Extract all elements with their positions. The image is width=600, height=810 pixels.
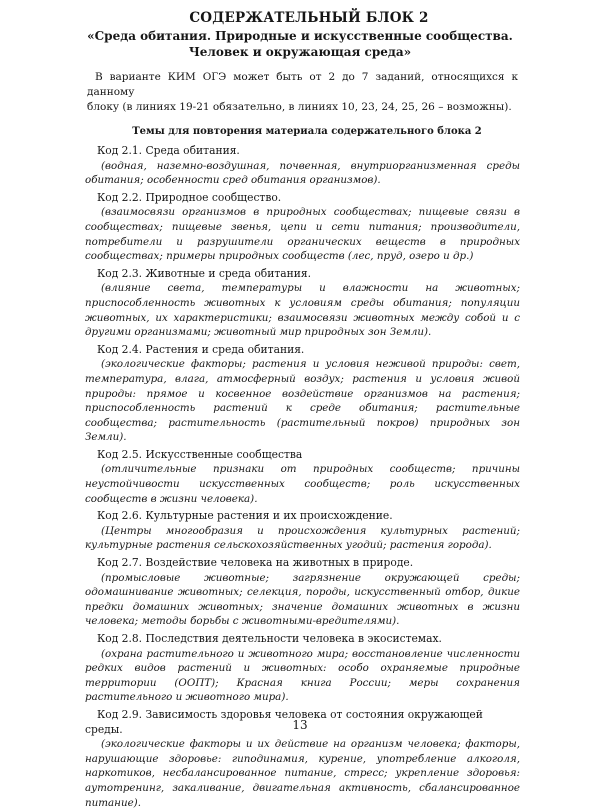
topic-item: [85, 144, 520, 188]
topic-description: (влияние света, температуры и влажности на животных; приспособленность животных к условиям среды обитания; популяции животных, их характеристики; взаимосвязи животных между собой и с другими организмами; животный мир природных зон Земли).: [85, 282, 520, 339]
topic-description: (взаимосвязи организмов в природных сообществах; пищевые связи в сообществах; пищевые звенья, цепи и сети питания; производители, потребители и разрушители органических веществ в природных сообществах; примеры природных сообществ (лес, пруд, озеро и др.): [85, 206, 520, 263]
topic-description: (экологические факторы и их действие на организм человека; факторы, нарушающие здоровье: гиподинамия, курение, употребление алкоголя, наркотиков, несбалансированное питание, стресс; укрепление здоровья: аутотренинг, закаливание, двигательная активность, сбалансированное питание).: [85, 738, 520, 809]
intro-line-1: В варианте КИМ ОГЭ может быть от 2 до 7 заданий, относящихся к данному: [87, 71, 518, 98]
topic-item: [85, 632, 520, 705]
topic-code: Код 2.3. Животные и среда обитания.: [97, 266, 312, 280]
page-number: 13: [292, 718, 308, 732]
intro-line-2: блоку (в линиях 19-21 обязательно, в линиях 10, 23, 24, 25, 26 – возможны).: [87, 101, 512, 113]
topic-code: Код 2.2. Природное сообщество.: [97, 190, 282, 204]
topic-code: Код 2.1. Среда обитания.: [97, 144, 240, 157]
topics-list: [85, 144, 520, 810]
intro-paragraph: [87, 70, 518, 115]
block-title: СОДЕРЖАТЕЛЬНЫЙ БЛОК 2: [189, 10, 429, 26]
topic-code: Код 2.5. Искусственные сообщества: [97, 447, 303, 461]
topic-code: Код 2.6. Культурные растения и их происхождение.: [97, 509, 393, 523]
topic-code: Код 2.7. Воздействие человека на животных в природе.: [97, 556, 414, 570]
topic-code: Код 2.9. Зависимость здоровья человека от состояния окружающей среды.: [85, 707, 483, 736]
topic-item: [85, 267, 520, 340]
topic-description: (Центры многообразия и происхождения культурных растений; культурные растения сельскохозяйственных угодий; растения города).: [85, 524, 520, 552]
topic-code: Код 2.8. Последствия деятельности человека в экосистемах.: [97, 632, 442, 645]
topic-description: (водная, наземно-воздушная, почвенная, внутриорганизменная среды обитания; особенности сред обитания организмов).: [85, 159, 520, 187]
block-subtitle-line-2: Человек и окружающая среда»: [188, 45, 412, 59]
topic-description: (промысловые животные; загрязнение окружающей среды; одомашнивание животных; селекция, породы, искусственный отбор, дикие предки домашних животных; значение домашних животных в жизни человека; методы борьбы с животными-вредителями).: [85, 571, 520, 628]
block-subtitle-line-1: «Среда обитания. Природные и искусственные сообщества.: [87, 29, 513, 43]
topic-description: (охрана растительного и животного мира; восстановление численности редких видов растений и животных: особо охраняемые природные территории (ООПТ); Красная книга России; меры сохранения растительного и животного мира).: [85, 647, 520, 704]
topic-item: [85, 448, 520, 506]
topic-description: (отличительные признаки от природных сообществ; причины неустойчивости искусственных сообществ; роль искусственных сообществ в жизни человека).: [85, 463, 520, 505]
topic-code: Код 2.4. Растения и среда обитания.: [97, 342, 305, 356]
topic-description: (экологические факторы; растения и условия неживой природы: свет, температура, влага, атмосферный воздух; растения и условия живой природы: прямое и косвенное воздействие организмов на растения; приспособленность растений к среде обитания; растительные сообщества; растительность (растительный покров) природных зон Земли).: [85, 358, 520, 444]
topic-item: [85, 191, 520, 264]
topic-item: [85, 509, 520, 553]
topics-title: Темы для повторения материала содержательного блока 2: [132, 126, 482, 137]
topic-item: [85, 343, 520, 445]
topic-item: [85, 556, 520, 629]
